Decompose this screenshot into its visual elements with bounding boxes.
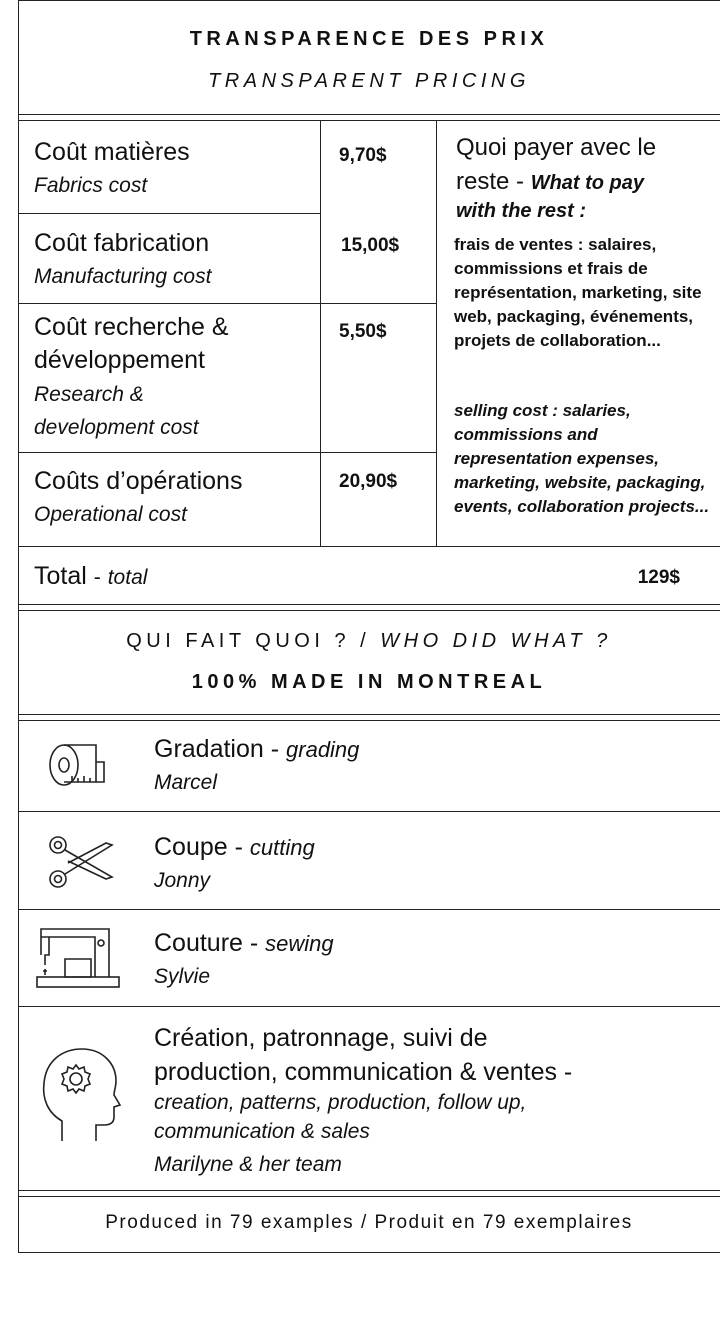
total-label-en: total — [107, 566, 148, 589]
role-title-fr: production, communication & ventes - — [154, 1058, 573, 1086]
divider — [18, 714, 720, 715]
role-en: grading — [286, 737, 360, 762]
divider — [18, 1252, 720, 1253]
total-label: Total - total — [34, 562, 148, 590]
column-divider — [436, 120, 437, 546]
role-fr: Coupe - — [154, 833, 243, 861]
rest-title: Quoi payer avec le — [456, 134, 657, 161]
role-fr: Gradation - — [154, 735, 280, 763]
divider — [18, 811, 720, 812]
divider — [18, 546, 720, 547]
cost-label-en: Manufacturing cost — [34, 265, 212, 288]
role-en: creation, patterns, production, follow up, — [154, 1091, 527, 1114]
divider — [18, 114, 720, 115]
sewing-machine-icon — [35, 925, 121, 991]
cost-label-en: Fabrics cost — [34, 174, 148, 197]
column-divider — [320, 120, 321, 546]
footer-note: Produced in 79 examples / Produit en 79 exemplaires — [105, 1212, 633, 1233]
who-subtitle: 100% MADE IN MONTREAL — [191, 671, 547, 693]
cost-label-fr: développement — [34, 346, 205, 374]
total-value: 129$ — [637, 567, 680, 588]
who-title-en: WHO DID WHAT ? — [380, 630, 612, 652]
cost-label-fr: Coût matières — [34, 138, 190, 166]
cost-label-en: development cost — [34, 416, 199, 439]
divider — [18, 909, 720, 910]
divider — [18, 610, 720, 611]
who-title-fr: QUI FAIT QUOI ? / — [126, 630, 371, 652]
title-en: TRANSPARENT PRICING — [208, 70, 530, 92]
cost-label-fr: Coût fabrication — [34, 229, 210, 257]
divider — [18, 1190, 720, 1191]
measuring-tape-icon — [46, 740, 108, 790]
rest-title-fr: reste - — [456, 168, 525, 195]
title-fr: TRANSPARENCE DES PRIX — [189, 28, 549, 50]
divider — [18, 120, 720, 121]
scissors-icon — [46, 833, 116, 891]
cost-price: 5,50$ — [339, 321, 387, 342]
divider — [18, 1006, 720, 1007]
head-gear-icon — [40, 1045, 122, 1145]
cost-label-fr: Coût recherche & — [34, 313, 229, 341]
rest-description-fr: frais de ventes : salaires, commissions et frais de représentation, marketing, site web, packaging, événements, projets de collaboration... — [454, 235, 702, 350]
who-title — [18, 630, 720, 653]
divider — [18, 303, 437, 304]
role-title — [154, 929, 334, 958]
rest-description-en: selling cost : salaries, commissions and representation expenses, marketing, website, packaging, events, collaboration projects... — [454, 401, 710, 516]
divider — [18, 720, 720, 721]
role-title — [154, 735, 359, 764]
role-person: Sylvie — [154, 965, 211, 988]
cost-label-en: Research & — [34, 383, 144, 406]
role-en: cutting — [249, 835, 315, 860]
cost-price: 20,90$ — [339, 471, 398, 492]
divider — [18, 1196, 720, 1197]
total-label-fr: Total — [34, 562, 87, 590]
role-fr: Couture - — [154, 929, 259, 957]
role-en: sewing — [265, 931, 334, 956]
rest-title — [456, 168, 644, 196]
role-title-fr: Création, patronnage, suivi de — [154, 1024, 488, 1052]
cost-price: 9,70$ — [339, 145, 387, 166]
role-person: Jonny — [154, 869, 211, 892]
divider — [18, 452, 437, 453]
role-person: Marilyne & her team — [154, 1153, 342, 1176]
role-title — [154, 833, 315, 862]
cost-price: 15,00$ — [341, 235, 400, 256]
role-en: communication & sales — [154, 1120, 370, 1143]
divider — [18, 604, 720, 605]
rest-title-en: What to pay — [530, 172, 645, 194]
rest-title-en: with the rest : — [456, 200, 587, 222]
divider — [18, 0, 720, 1]
divider — [18, 213, 321, 214]
cost-label-fr: Coûts d’opérations — [34, 467, 243, 495]
role-person: Marcel — [154, 771, 218, 794]
cost-label-en: Operational cost — [34, 503, 187, 526]
